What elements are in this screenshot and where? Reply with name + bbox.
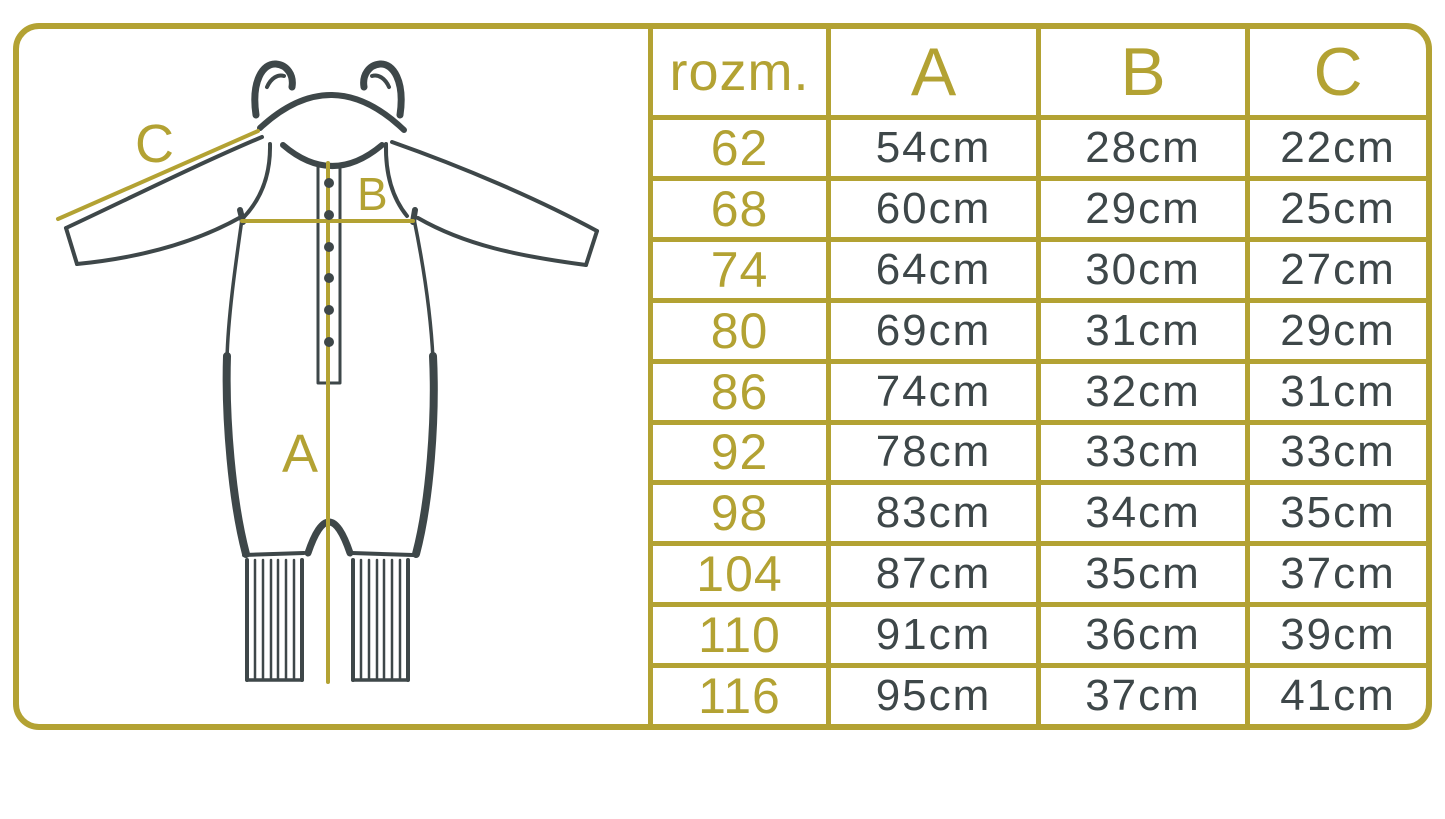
table-cell-a: 95cm (826, 663, 1036, 724)
side-seam-left-upper (227, 219, 242, 359)
table-header-size: rozm. (648, 29, 826, 115)
side-seam-right-lower (416, 356, 434, 554)
table-cell-c: 22cm (1245, 115, 1426, 176)
table-cell-a: 54cm (826, 115, 1036, 176)
side-seam-right-upper (414, 219, 433, 359)
table-cell-a: 91cm (826, 602, 1036, 663)
armhole-seam-left (243, 144, 270, 218)
table-cell-size: 104 (648, 541, 826, 602)
ribbed-cuff-right (353, 560, 408, 680)
table-cell-size: 98 (648, 480, 826, 541)
table-cell-size: 62 (648, 115, 826, 176)
table-cell-size: 110 (648, 602, 826, 663)
table-cell-b: 35cm (1036, 541, 1245, 602)
armhole-seam-right (386, 144, 407, 216)
size-table (648, 29, 1426, 724)
bear-ear-right-accent (372, 75, 389, 87)
table-cell-size: 74 (648, 237, 826, 298)
table-cell-a: 60cm (826, 176, 1036, 237)
shoulder-yoke (260, 95, 404, 130)
table-cell-size: 116 (648, 663, 826, 724)
table-cell-c: 31cm (1245, 359, 1426, 420)
leg-hem-left (244, 553, 304, 555)
table-cell-size: 68 (648, 176, 826, 237)
table-cell-c: 41cm (1245, 663, 1426, 724)
table-cell-c: 33cm (1245, 420, 1426, 481)
table-header-a: A (826, 29, 1036, 115)
table-cell-c: 25cm (1245, 176, 1426, 237)
neckline (283, 145, 382, 166)
table-cell-b: 28cm (1036, 115, 1245, 176)
table-cell-b: 36cm (1036, 602, 1245, 663)
measure-label-b: B (357, 168, 388, 220)
table-cell-b: 30cm (1036, 237, 1245, 298)
button (324, 305, 334, 315)
table-cell-c: 37cm (1245, 541, 1426, 602)
button (324, 210, 334, 220)
side-seam-left-lower (227, 356, 246, 554)
bear-ear-left-accent (267, 75, 284, 87)
table-cell-a: 64cm (826, 237, 1036, 298)
sleeve-left-cuff (66, 228, 77, 264)
table-cell-c: 35cm (1245, 480, 1426, 541)
table-cell-a: 69cm (826, 298, 1036, 359)
table-cell-b: 31cm (1036, 298, 1245, 359)
table-cell-a: 78cm (826, 420, 1036, 481)
table-cell-c: 39cm (1245, 602, 1426, 663)
table-header-b: B (1036, 29, 1245, 115)
romper-diagram (19, 29, 648, 724)
measure-label-c: C (135, 114, 174, 174)
table-cell-size: 80 (648, 298, 826, 359)
table-cell-b: 33cm (1036, 420, 1245, 481)
sleeve-right-bottom (418, 218, 586, 265)
sleeve-left-bottom (77, 217, 241, 264)
button (324, 242, 334, 252)
measure-label-a: A (282, 424, 319, 484)
table-cell-a: 74cm (826, 359, 1036, 420)
table-cell-b: 37cm (1036, 663, 1245, 724)
button (324, 337, 334, 347)
leg-hem-right (352, 553, 413, 555)
size-chart-frame (13, 23, 1432, 730)
ribbed-cuff-left (247, 560, 302, 680)
table-cell-b: 32cm (1036, 359, 1245, 420)
button (324, 273, 334, 283)
table-cell-a: 87cm (826, 541, 1036, 602)
sleeve-right-cuff (586, 231, 597, 265)
table-cell-c: 27cm (1245, 237, 1426, 298)
button (324, 178, 334, 188)
table-header-c: C (1245, 29, 1426, 115)
sleeve-right-top (392, 142, 597, 231)
table-cell-b: 29cm (1036, 176, 1245, 237)
table-cell-size: 86 (648, 359, 826, 420)
table-cell-size: 92 (648, 420, 826, 481)
table-cell-b: 34cm (1036, 480, 1245, 541)
table-cell-c: 29cm (1245, 298, 1426, 359)
table-cell-a: 83cm (826, 480, 1036, 541)
